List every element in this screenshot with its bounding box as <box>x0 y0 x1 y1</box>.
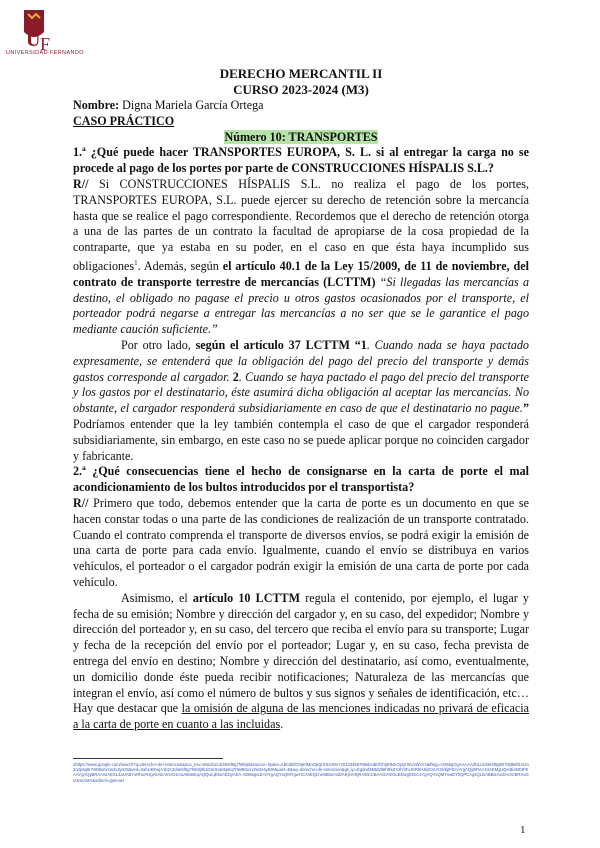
logo-wordmark: UNIVERSIDAD FERNANDO <box>6 50 84 56</box>
paragraph-3 <box>73 591 529 733</box>
course-year: CURSO 2023-2024 (M3) <box>233 82 369 97</box>
name-value: Digna Mariela García Ortega <box>119 98 264 112</box>
name-label: Nombre: <box>73 98 120 112</box>
p3-text-b: regula el contenido, por ejemplo, el lugar y fecha de su emisión; Nombre y dirección del cargador y, en su caso, del expedidor; Nombre y dirección del porteador y, en su caso, del tercero que reciba el envío para su transporte; Lugar y fecha de la recepción del envío por el porteador; Lugar y, en su caso, fecha prevista de entrega del envío en destino; Nombre y dirección del destinatario, así como, eventualmente, un domicilio donde éste pueda recibir notificaciones; Naturaleza de las mercancías que integran el envío, así como el número de bultos y sus signos y señales de identificación, etc… Hay que destacar que <box>73 590 529 716</box>
case-title-text: Número 10: TRANSPORTES <box>224 129 378 144</box>
p2-quote-1: . Cuando nada se haya pactado expresamente, se entenderá que la obligación del pago del precio del transporte y demás gastos corresponde al cargador. <box>73 337 529 384</box>
course-title: DERECHO MERCANTIL II <box>219 66 383 81</box>
university-logo <box>6 8 84 56</box>
paragraph-2 <box>73 338 529 464</box>
footnote-link[interactable]: 1https://www.google.com/search?q=derecho+de+retencion&sca_esv=59a1b2c3d4e5f6g7h8i9j0&source=hp&ei=AbCdEfGhIjKlMnOpQrStUvWxYz0123456789abcdEfGhIjKlMnOpQrStUvWxYz&iflsig=AO6bgOgAAAAAZb1c2d3e4f5g6h7i8j9k0l1m2n3o4p5q6r7s8t9u0v1w2x3y4z5&ved=0ahUKEwjA1b2c3d4e5f6g7h8i9j0k1l2m3n4o5p6q7r8s9t0u1v2w3x4y5z6&uact=5&oq=derecho+de+retencion&gs_lp=Egdnd3Mtd2l6IhRkZXJlY2hvIGRlIHJldGVuY2lvbjIFEAAYgAQyBRAAGIAEMgUQABiABDIFEAAYgAQyBRAAGIAESL4aUABYxRhwAHgAkAEAmAGSAaABvBKqAQQwLjE5uAEDyAEA-AEBwgILEAAYgAQYsQMYgwHCAhEQLhiABBixAxiDARjHARjRA8ICCBAAGIAEGLEDwgIOEC4YgAQYsQMYxwEY0QPCAgsQLhiABBixAxiDAcICBRAuGIAEmAMA&sclient=gws-wiz <box>73 762 529 783</box>
p2-num-2: 2 <box>232 369 239 384</box>
law-reference: el artículo 40.1 de la Ley 15/2009, de 11 de noviembre, del contrato de transporte terrestre de mercancías (LCTTM) <box>73 259 529 289</box>
case-title <box>73 130 529 146</box>
question-2: 2.ª ¿Qué consecuencias tiene el hecho de consignarse en la carta de porte el mal acondicionamiento de los bultos introducidos por el transportista? <box>73 464 529 495</box>
answer-2 <box>73 496 529 591</box>
footnote-divider <box>73 758 223 759</box>
p3-text-a: Asimismo, el <box>121 590 193 605</box>
university-logo-icon <box>6 8 76 52</box>
document-body <box>73 66 529 733</box>
answer-2-text: Primero que todo, debemos entender que la carta de porte es un documento en que se hacen constar todas o una parte de las condiciones de realización de un transporte contratado. Cuando el contrato comprenda el transporte de diversos envíos, se podrá exigir la emisión de una carta de porte para cada envío. Igualmente, cuando el envío se distribuya en varios vehículos, el porteador o el cargador podrán exigir la emisión de una carta de porte por cada vehículo. <box>73 495 529 589</box>
student-name-line <box>73 98 529 114</box>
p2-text-a: Por otro lado, <box>121 337 196 352</box>
p3-end: . <box>280 717 284 732</box>
p3-law: artículo 10 LCTTM <box>192 590 301 605</box>
section-heading: CASO PRÁCTICO <box>73 113 175 128</box>
footnote-ref[interactable]: 1 <box>134 258 138 267</box>
p3-underlined: la omisión de alguna de las menciones indicadas no privará de eficacia a la carta de porte en cuanto a las incluidas <box>73 701 529 732</box>
p2-quote-2: . Cuando se haya pactado el pago del precio del transporte y los gastos por el destinatario, éste asumirá dicha obligación al aceptar las mercancías. No obstante, el cargador responderá subsidiariamente en caso de que el destinatario no pague. <box>73 369 529 416</box>
p2-text-b: Podríamos entender que la ley también contempla el caso de que el cargador responderá subsidiariamente, sin embargo, en este caso no se puede aplicar porque no coinciden cargador y fabricante. <box>73 416 529 463</box>
answer-1-text: Si CONSTRUCCIONES HÍSPALIS S.L. no realiza el pago de los portes, TRANSPORTES EUROPA, S.L. puede ejercer su derecho de retención sobre la mercancía hasta que se realice el pago correspondiente. Recordemos que el derecho de retención otorga a una de las partes de un contrato la facultad de apropiarse de la cosa propiedad de la contraparte, que ya estaba en su poder, en el caso en que ésta haya incumplido sus obligaciones <box>73 176 529 273</box>
answer-1-text-b: . Además, según <box>137 259 223 273</box>
svg-text:U: U <box>26 29 41 51</box>
answer-2-label: R// <box>73 495 89 510</box>
svg-text:F: F <box>40 34 51 52</box>
page-number: 1 <box>520 824 526 836</box>
answer-1-label: R// <box>73 176 89 191</box>
answer-1 <box>73 177 529 338</box>
p2-law: según el artículo 37 LCTTM “1 <box>195 337 367 352</box>
law-quote: “Si llegadas las mercancías a destino, el obligado no pagase el precio u otros gastos ocasionados por el transporte, el porteador podrá negarse a entregar las mercancías a no ser que se le garantice el pago mediante caución suficiente.” <box>73 274 529 337</box>
question-1: 1.ª ¿Qué puede hacer TRANSPORTES EUROPA, S. L. si al entregar la carga no se procede al pago de los portes por parte de CONSTRUCCIONES HÍSPALIS S.L.? <box>73 145 529 176</box>
p2-quote-end: ” <box>522 401 529 416</box>
